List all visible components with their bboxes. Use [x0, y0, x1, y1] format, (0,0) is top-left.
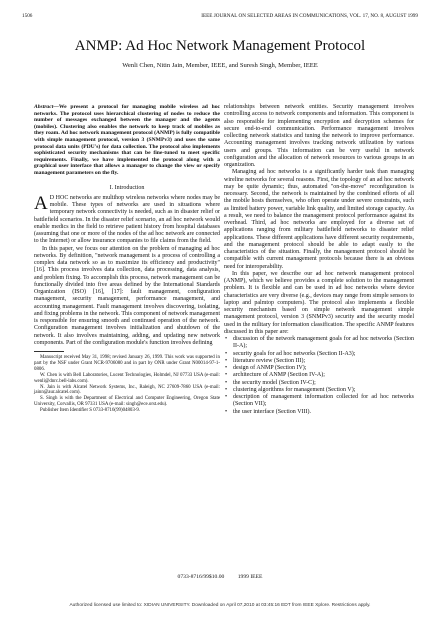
footnote-rule — [34, 351, 64, 352]
page-number: 1506 — [22, 13, 33, 19]
footnote-author-singh: S. Singh is with the Department of Electrical and Computer Engineering, Oregon State University, Corvallis, OR 97331 USA (e-mail: singh@ece.orst.edu). — [34, 396, 220, 408]
publisher-code-line — [0, 574, 440, 580]
abstract-label: Abstract— — [34, 104, 59, 110]
bullet-icon: • — [225, 372, 228, 379]
abstract-text: We present a protocol for managing mobile wireless ad hoc networks. The protocol uses hierarchical clustering of nodes to reduce the number of messages exchanged between the manager and the agents (mobiles). Clustering also enables the network to keep track of mobiles as they roam. Ad hoc network management protocol (ANMP) is fully compatible with simple management protocol, version 3 (SNMPv3) and uses the same protocol data units (PDU's) for data collection. The protocol also implements sophisticated security mechanisms that can be fine-tuned to meet specific requirements. Finally, we have implemented the protocol along with a graphical user interface that allows a manager to change the view or specify management parameters on the fly. — [34, 104, 220, 176]
intro-paragraph-2: In this paper, we focus our attention on the problem of managing ad hoc networks. By definition, "network management is a process of controlling a complex data network so as to maximize its efficiency and productivity" [16]. This process involves data collection, data processing, data analysis, and problem fixing. To accomplish this process, network management can be functionally divided into five areas defined by the International Standards Organization (ISO) [16], [17]: fault management, configuration management, security management, performance management, and accounting management. Fault management involves discovering, isolating, and fixing problems in the network. This component of network management is responsible for ensuring smooth and continued operation of the network. Configuration management involves initialization and shutdown of the network. It also involves maintaining, adding, and updating new network components. Part of the configuration module's function involves defining — [34, 245, 221, 346]
list-item: • security goals for ad hoc networks (Section II-A3); — [225, 350, 356, 357]
list-item: • the security model (Section IV-C); — [225, 379, 316, 386]
left-column — [34, 104, 220, 414]
body-paragraph-challenges: Managing ad hoc networks is a significantly harder task than managing wireline networks for several reasons. First, the topology of an ad hoc network may be quite dynamic; thus, automated "on-the-move" reconfiguration is necessary. Second, the network is maintained by the combined efforts of all the mobile hosts themselves, who often operate under severe constraints, such as limited battery power, variable link quality, and limited storage capacity. As a result, we need to balance the management protocol performance against its overhead. Third, ad hoc networks are employed for a diverse set of applications ranging from military battlefield networks to disaster relief applications. These different applications have different security requirements, and the management protocol should be able to adapt easily to the characteristics of the situation. Finally, the management protocol should be compatible with current management protocols because there is an obvious need for interoperability. — [224, 169, 414, 270]
drop-cap: A — [34, 192, 48, 214]
paper-title: ANMP: Ad Hoc Network Management Protocol — [74, 38, 366, 54]
feature-list — [224, 336, 414, 416]
bullet-icon: • — [225, 336, 228, 342]
journal-name: IEEE JOURNAL ON SELECTED AREAS IN COMMUNICATIONS, VOL. 17, NO. 8, AUGUST 1999 — [201, 13, 418, 19]
list-item: • the user interface (Section VIII). — [225, 408, 312, 415]
footnote-author-jain: N. Jain is with Alcatel Network Systems, Inc., Raleigh, NC 27609-7860 USA (e-mail: jainn@aur.alcatel.com). — [34, 384, 220, 396]
footnote-author-chen: W. Chen is with Bell Laboratories, Lucent Technologies, Holmdel, NJ 07733 USA (e-mail: wenli@dnrc.bell-labs.com). — [34, 372, 220, 384]
bullet-icon: • — [225, 357, 228, 364]
intro-paragraph-1 — [34, 192, 220, 246]
list-item: • description of management information collected for ad hoc networks (Section VII); — [225, 394, 414, 408]
abstract — [34, 104, 220, 177]
intro-paragraph-1-text: D HOC networks are multihop wireless networks where nodes may be mobile. These types of networks are used in situations where temporary network connectivity is needed, such as in disaster relief or battlefield scenarios. In the disaster relief scenario, an ad hoc network would enable medics in the field to retrieve patient history from hospital databases (assuming that one or more of the nodes of the ad hoc network are connected to the Internet) or allow insurance companies to file claims from the field. — [34, 194, 220, 245]
bullet-icon: • — [225, 408, 228, 415]
bullet-icon: • — [225, 379, 228, 386]
section-heading-introduction: I. Introduction — [109, 184, 145, 191]
bullet-icon: • — [225, 350, 228, 357]
list-item: • architecture of ANMP (Section IV-A); — [225, 372, 325, 379]
publisher-code: 0733-8716/99$10.00 — [177, 574, 225, 580]
list-item: • discussion of the network management goals for ad hoc networks (Section II-A); — [225, 336, 414, 350]
list-item: • clustering algorithms for management (Section V); — [225, 386, 356, 393]
bullet-icon: • — [225, 365, 228, 371]
license-banner: Authorized licensed use limited to: XIDIAN UNIVERSITY. Downloaded on April 07,2010 at 03:45:16 EDT from IEEE Xplore. Restrictions apply. — [69, 603, 371, 608]
body-paragraph-continued: relationships between network entities. Security management involves controlling access to network components and information. This component is also responsible for implementing encryption and decryption schemes for secure end-to-end communication. Performance management involves collecting network statistics and tuning the network to improve performance. Accounting management involves tracking network utilization by various users and groups. This information can be very useful in network configuration and the allocation of network resources to various groups in an organization. — [224, 104, 414, 168]
footnote-manuscript: Manuscript received May 31, 1998; revised January 26, 1999. This work was supported in part by the NSF under Grant NCR-9706080 and in part by ONR under Grant N00014-97-1-0806. — [34, 355, 220, 372]
bullet-icon: • — [225, 386, 228, 393]
list-item: • design of ANMP (Section IV); — [225, 365, 307, 371]
bullet-icon: • — [225, 394, 228, 400]
body-paragraph-anmp: In this paper, we describe our ad hoc network management protocol (ANMP), which we believe provides a complete solution to the management problem. It is flexible and can be used in ad hoc networks where device characteristics are very diverse (e.g., devices may range from simple sensors to laptop and palmtop computers). The protocol also implements a flexible security mechanism based on simple network management simple management protocol, version 3 (SNMPv3) security and the security model used in the military for information classification. The specific ANMP features discussed in this paper are: — [224, 270, 414, 335]
copyright-notice: 1999 IEEE — [237, 574, 263, 580]
right-column — [224, 104, 414, 416]
footnote-publisher-id: Publisher Item Identifier S 0733-8716(99)04803-9. — [40, 408, 141, 414]
author-line: Wenli Chen, Nitin Jain, Member, IEEE, and Suresh Singh, Member, IEEE — [122, 62, 318, 69]
list-item: • literature review (Section III); — [225, 357, 306, 364]
